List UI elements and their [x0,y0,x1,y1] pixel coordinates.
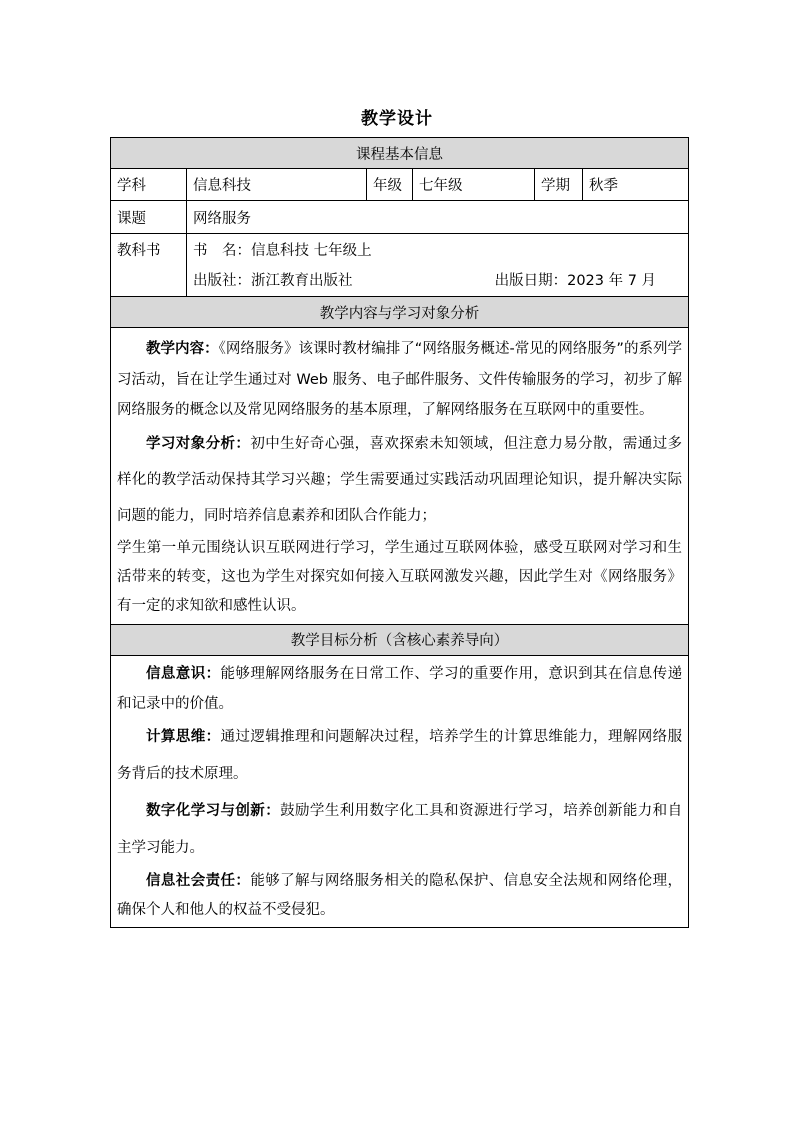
document-title: 教学设计 [361,109,433,129]
objective-digital-label: 数字化学习与创新： [146,802,281,819]
lesson-plan-table [110,137,689,928]
topic-label: 课题 [111,201,187,234]
section-header-basic-info: 课程基本信息 [111,138,689,169]
objective-compute-label: 计算思维： [146,728,221,745]
objective-computational-thinking [117,719,682,793]
learner-analysis-text-2: 学生第一单元围绕认识互联网进行学习，学生通过互联网体验，感受互联网对学习和生活带来的转变，这也为学生对探究如何接入互联网激发兴趣，因此学生对《网络服务》有一定的求知欲和感性认识。 [117,539,683,614]
objective-social-text: 能够了解与网络服务相关的隐私保护、信息安全法规和网络伦理，确保个人和他人的权益不受侵犯。 [117,872,683,918]
teaching-content-label: 教学内容： [146,341,219,357]
term-label: 学期 [535,169,583,201]
term-value: 秋季 [583,169,689,201]
grade-value: 七年级 [413,169,535,201]
textbook-publish-date: 出版日期：2023 年 7 月 [494,273,657,289]
teaching-content-text: 《网络服务》该课时教材编排了“网络服务概述-常见的网络服务”的系列学习活动，旨在让学生通过对 Web 服务、电子邮件服务、文件传输服务的学习，初步了解网络服务的概念以及常见网络服务的基本原理，了解网络服务在互联网中的重要性。 [117,341,683,418]
objective-info-awareness [117,656,682,719]
textbook-label: 教科书 [117,243,161,259]
subject-label: 学科 [111,169,187,201]
objective-social-label: 信息社会责任： [146,872,251,889]
objective-compute-text: 通过逻辑推理和问题解决过程，培养学生的计算思维能力，理解网络服务背后的技术原理。 [117,728,683,782]
grade-label: 年级 [367,169,413,201]
objective-social-responsibility [117,867,682,927]
learner-analysis-paragraph-2 [117,534,682,624]
textbook-publisher: 出版社：浙江教育出版社 [193,273,353,289]
objective-digital-learning [117,793,682,867]
learner-analysis-text: 初中生好奇心强，喜欢探索未知领域，但注意力易分散，需通过多样化的教学活动保持其学习兴趣；学生需要通过实践活动巩固理论知识，提升解决实际问题的能力，同时培养信息素养和团队合作能力； [117,435,683,524]
learner-analysis-paragraph [117,426,682,534]
topic-value: 网络服务 [187,201,689,234]
section-header-objectives: 教学目标分析（含核心素养导向） [111,624,689,655]
objective-info-label: 信息意识： [146,665,221,682]
objective-digital-text: 鼓励学生利用数字化工具和资源进行学习，培养创新能力和自主学习能力。 [117,802,683,856]
learner-analysis-label: 学习对象分析： [146,435,251,452]
content-analysis-cell [111,328,689,625]
objectives-cell [111,655,689,927]
subject-value: 信息科技 [187,169,367,201]
textbook-name: 书 名：信息科技 七年级上 [193,243,372,259]
objective-info-text: 能够理解网络服务在日常工作、学习的重要作用，意识到其在信息传递和记录中的价值。 [117,665,683,712]
section-header-content-analysis: 教学内容与学习对象分析 [111,297,689,328]
teaching-content-paragraph [117,328,682,426]
textbook-publish-info [193,266,682,296]
